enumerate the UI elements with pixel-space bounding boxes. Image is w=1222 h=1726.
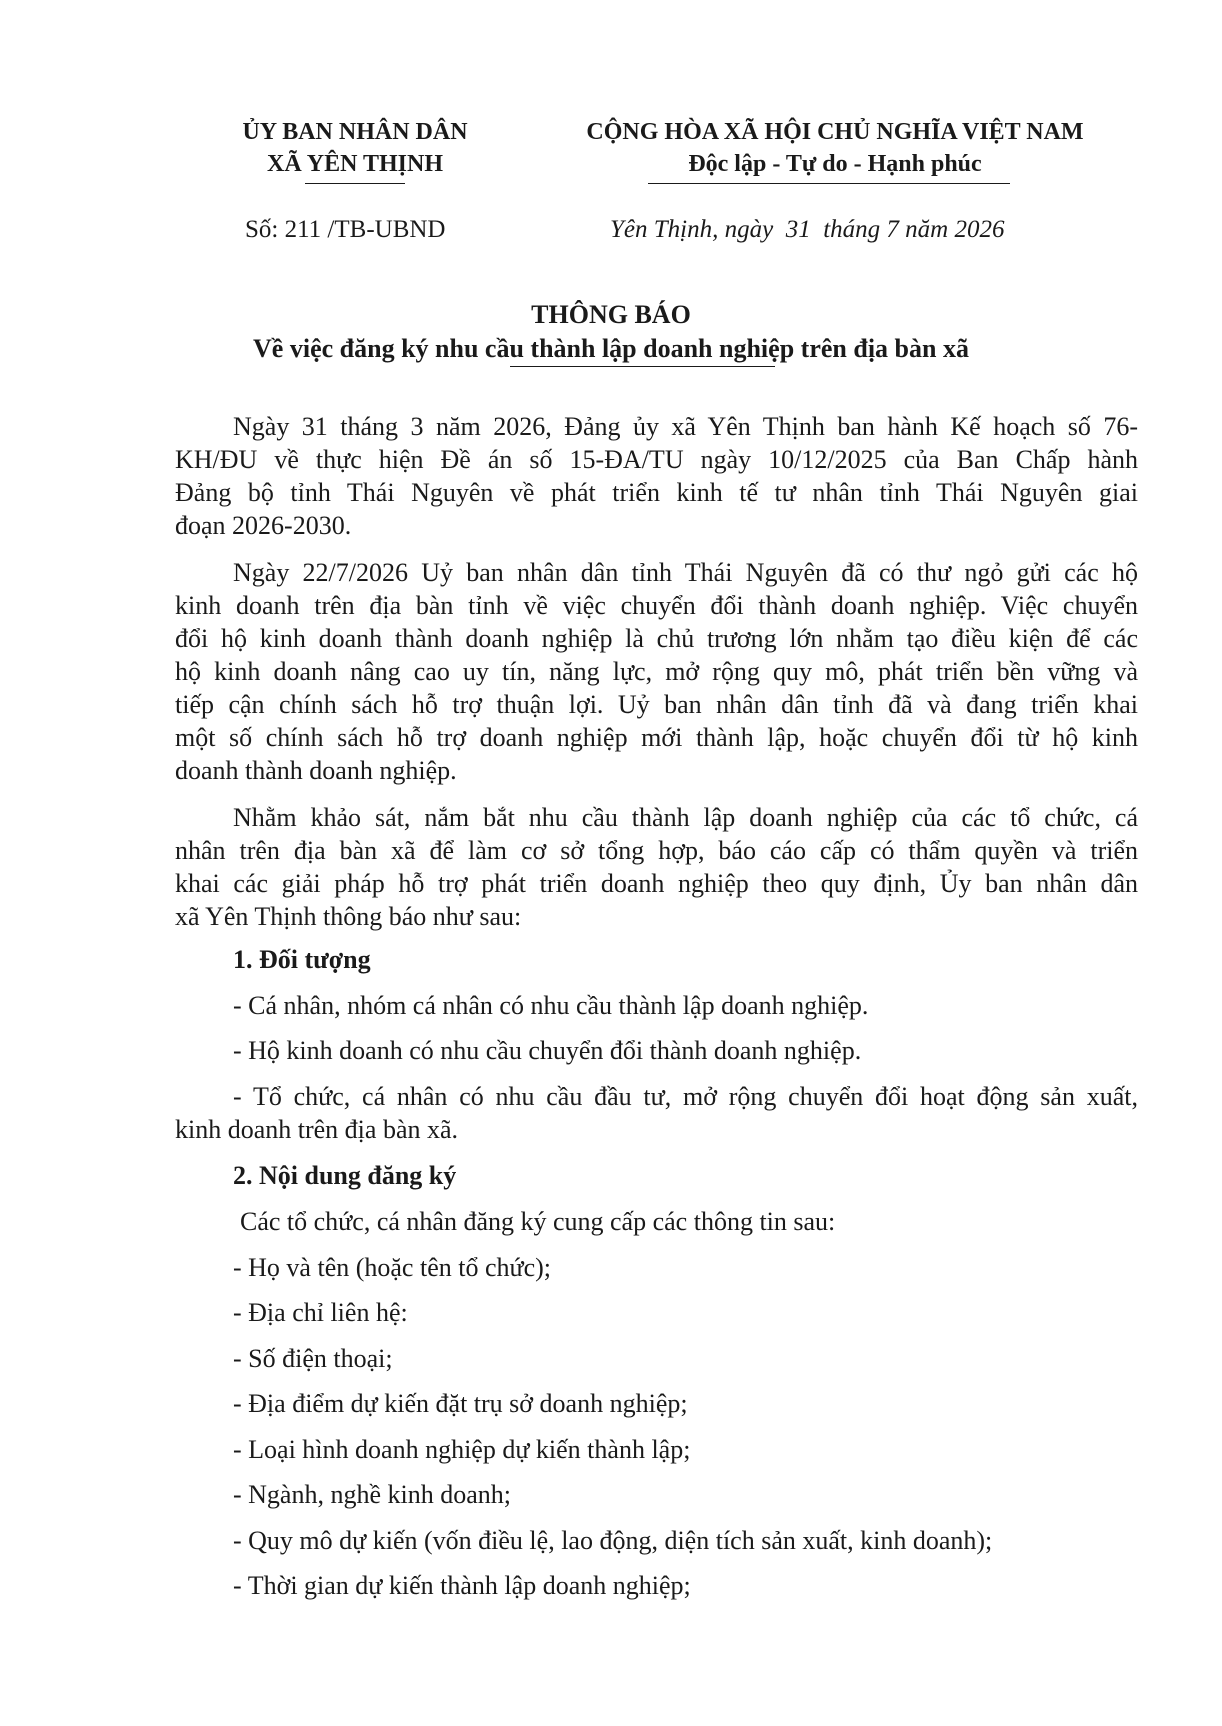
paragraph-line: Ngày 31 tháng 3 năm 2026, Đảng ủy xã Yên Thịnh ban hành Kế hoạch số 76- (233, 412, 1138, 441)
paragraph-line: KH/ĐU về thực hiện Đề án số 15-ĐA/TU ngày 10/12/2025 của Ban Chấp hành (175, 445, 1138, 474)
document-title: THÔNG BÁO (531, 300, 691, 329)
motto-underline (648, 183, 1010, 184)
paragraph-line: Nhằm khảo sát, nắm bắt nhu cầu thành lập doanh nghiệp của các tổ chức, cá (233, 803, 1138, 832)
issuer-underline (305, 183, 405, 184)
section-2-item: - Số điện thoại; (233, 1344, 393, 1373)
paragraph-line: xã Yên Thịnh thông báo như sau: (175, 902, 522, 931)
section-1-item: - Cá nhân, nhóm cá nhân có nhu cầu thành lập doanh nghiệp. (233, 991, 869, 1020)
section-2-item: - Họ và tên (hoặc tên tổ chức); (233, 1253, 552, 1282)
section-2-item: - Địa chỉ liên hệ: (233, 1298, 408, 1327)
document-number: Số: 211 /TB-UBND (245, 216, 446, 243)
paragraph-line: khai các giải pháp hỗ trợ phát triển doanh nghiệp theo quy định, Ủy ban nhân dân (175, 869, 1138, 898)
national-motto: Độc lập - Tự do - Hạnh phúc (688, 151, 982, 177)
section-2-item: - Loại hình doanh nghiệp dự kiến thành lập; (233, 1435, 691, 1464)
section-2-item: - Quy mô dự kiến (vốn điều lệ, lao động, diện tích sản xuất, kinh doanh); (233, 1526, 993, 1555)
issuer-line-2: XÃ YÊN THỊNH (266, 151, 444, 177)
section-2-item: - Địa điểm dự kiến đặt trụ sở doanh nghiệp; (233, 1389, 688, 1418)
paragraph-line: kinh doanh trên địa bàn tỉnh về việc chuyển đổi thành doanh nghiệp. Việc chuyển (175, 591, 1138, 620)
paragraph-line: đổi hộ kinh doanh thành doanh nghiệp là chủ trương lớn nhằm tạo điều kiện để các (175, 624, 1138, 653)
section-2-item: - Thời gian dự kiến thành lập doanh nghiệp; (233, 1571, 691, 1600)
section-2-item: - Ngành, nghề kinh doanh; (233, 1480, 512, 1509)
paragraph-line: nhân trên địa bàn xã để làm cơ sở tổng hợp, báo cáo cấp có thẩm quyền và triển (175, 836, 1138, 865)
section-1-item: - Hộ kinh doanh có nhu cầu chuyển đổi thành doanh nghiệp. (233, 1036, 862, 1065)
subtitle-underline (510, 366, 775, 367)
paragraph-line: Ngày 22/7/2026 Uỷ ban nhân dân tỉnh Thái Nguyên đã có thư ngỏ gửi các hộ (233, 558, 1138, 587)
section-1-item-continuation: kinh doanh trên địa bàn xã. (175, 1115, 459, 1144)
paragraph-line: tiếp cận chính sách hỗ trợ thuận lợi. Uỷ ban nhân dân tỉnh đã và đang triển khai (175, 690, 1138, 719)
paragraph-line: đoạn 2026-2030. (175, 511, 352, 540)
paragraph-line: hộ kinh doanh nâng cao uy tín, năng lực, mở rộng quy mô, phát triển bền vững và (175, 657, 1138, 686)
paragraph-line: Đảng bộ tỉnh Thái Nguyên về phát triển kinh tế tư nhân tỉnh Thái Nguyên giai (175, 478, 1138, 507)
paragraph-line: một số chính sách hỗ trợ doanh nghiệp mới thành lập, hoặc chuyển đổi từ hộ kinh (175, 723, 1138, 752)
document-subtitle: Về việc đăng ký nhu cầu thành lập doanh nghiệp trên địa bàn xã (253, 334, 969, 363)
section-2-heading: 2. Nội dung đăng ký (233, 1161, 457, 1190)
section-2-intro: Các tổ chức, cá nhân đăng ký cung cấp các thông tin sau: (240, 1207, 836, 1236)
paragraph-line: doanh thành doanh nghiệp. (175, 756, 457, 785)
section-1-heading: 1. Đối tượng (233, 945, 371, 974)
national-title: CỘNG HÒA XÃ HỘI CHỦ NGHĨA VIỆT NAM (586, 119, 1084, 145)
place-and-date: Yên Thịnh, ngày 31 tháng 7 năm 2026 (610, 216, 1005, 243)
issuer-line-1: ỦY BAN NHÂN DÂN (242, 119, 468, 145)
section-1-item: - Tổ chức, cá nhân có nhu cầu đầu tư, mở rộng chuyển đổi hoạt động sản xuất, (233, 1082, 1138, 1111)
